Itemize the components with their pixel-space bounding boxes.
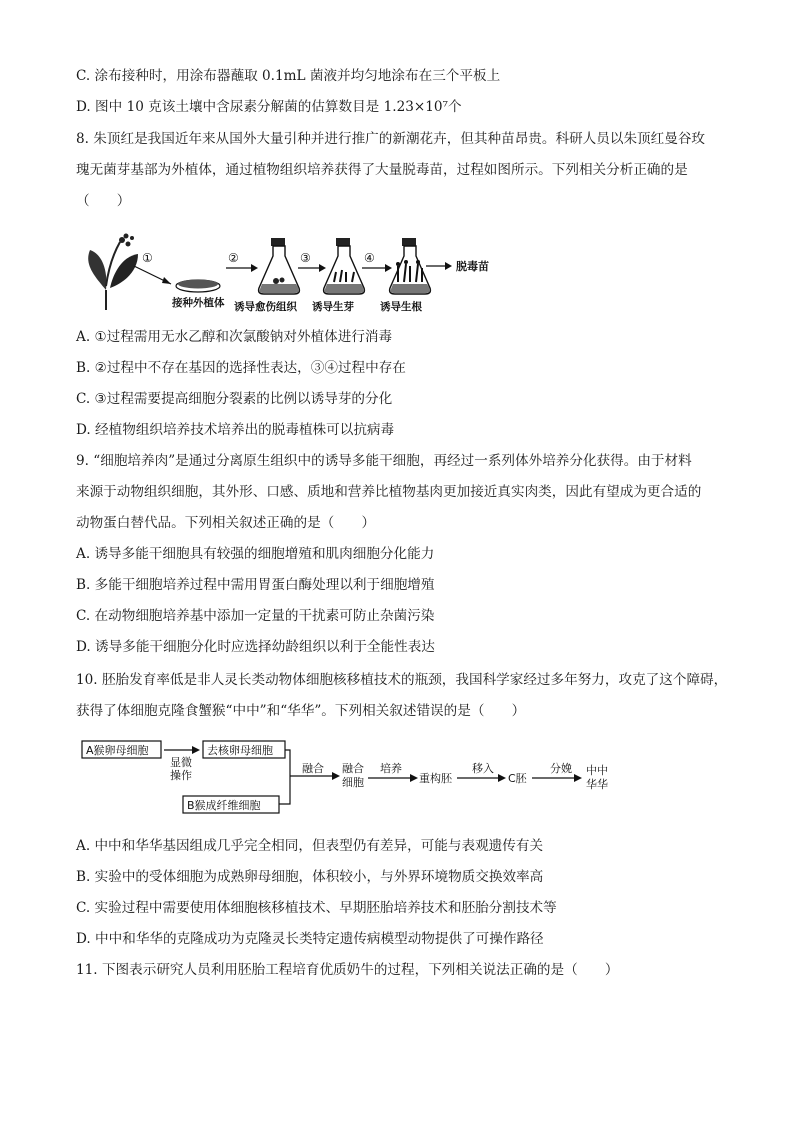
option-8c: C. ③过程需要提高细胞分裂素的比例以诱导芽的分化 bbox=[76, 391, 393, 407]
svg-text:④: ④ bbox=[364, 251, 375, 265]
svg-text:华华: 华华 bbox=[586, 778, 608, 791]
option-8b: B. ②过程中不存在基因的选择性表达，③④过程中存在 bbox=[76, 360, 406, 376]
option-8a: A. ①过程需用无水乙醇和次氯酸钠对外植体进行消毒 bbox=[76, 329, 393, 345]
svg-text:融合: 融合 bbox=[342, 762, 364, 775]
question-8-line-2: 瑰无菌芽基部为外植体，通过植物组织培养获得了大量脱毒苗，过程如图所示。下列相关分析正确的是 bbox=[76, 162, 688, 178]
svg-text:A猴卵母细胞: A猴卵母细胞 bbox=[86, 744, 149, 757]
svg-text:接种外植体: 接种外植体 bbox=[172, 297, 225, 309]
svg-text:①: ① bbox=[142, 251, 153, 265]
svg-text:B猴成纤维细胞: B猴成纤维细胞 bbox=[187, 799, 261, 812]
svg-text:去核卵母细胞: 去核卵母细胞 bbox=[207, 744, 273, 757]
shoot-flask-icon bbox=[324, 238, 365, 294]
svg-text:细胞: 细胞 bbox=[342, 776, 364, 789]
option-7c: C. 涂布接种时，用涂布器蘸取 0.1mL 菌液并均匀地涂布在三个平板上 bbox=[76, 68, 501, 84]
cloning-flow-figure bbox=[76, 734, 626, 826]
svg-text:分娩: 分娩 bbox=[550, 762, 572, 775]
option-10b: B. 实验中的受体细胞为成熟卵母细胞，体积较小，与外界环境物质交换效率高 bbox=[76, 869, 544, 885]
option-10c: C. 实验过程中需要使用体细胞核移植技术、早期胚胎培养技术和胚胎分割技术等 bbox=[76, 900, 557, 916]
svg-text:重构胚: 重构胚 bbox=[419, 772, 452, 785]
svg-text:培养: 培养 bbox=[380, 762, 402, 775]
option-7d: D. 图中 10 克该土壤中含尿素分解菌的估算数目是 1.23×10⁷个 bbox=[76, 99, 462, 115]
question-9-line-2: 来源于动物组织细胞，其外形、口感、质地和营养比植物基肉更加接近真实肉类，因此有望成为更合适的 bbox=[76, 484, 702, 500]
question-9-line-3: 动物蛋白替代品。下列相关叙述正确的是（ ） bbox=[76, 515, 376, 531]
option-9b: B. 多能干细胞培养过程中需用胃蛋白酶处理以利于细胞增殖 bbox=[76, 577, 435, 593]
svg-text:显微: 显微 bbox=[170, 756, 192, 769]
option-8d: D. 经植物组织培养技术培养出的脱毒植株可以抗病毒 bbox=[76, 422, 395, 438]
svg-text:融合: 融合 bbox=[302, 762, 324, 775]
svg-text:③: ③ bbox=[300, 251, 311, 265]
question-9-line-1: 9. “细胞培养肉”是通过分离原生组织中的诱导多能干细胞，再经过一系列体外培养分化获得。由于材料 bbox=[76, 453, 692, 469]
option-9c: C. 在动物细胞培养基中添加一定量的干扰素可防止杂菌污染 bbox=[76, 608, 435, 624]
tissue-culture-figure bbox=[76, 226, 506, 318]
culture-plate-icon bbox=[176, 280, 220, 293]
svg-text:诱导生芽: 诱导生芽 bbox=[312, 301, 354, 313]
question-10-line-2: 获得了体细胞克隆食蟹猴“中中”和“华华”。下列相关叙述错误的是（ ） bbox=[76, 703, 526, 719]
question-8-line-3: （ ） bbox=[76, 193, 131, 209]
option-10d: D. 中中和华华的克隆成功为克隆灵长类特定遗传病模型动物提供了可操作路径 bbox=[76, 931, 544, 947]
svg-text:移入: 移入 bbox=[472, 762, 494, 775]
svg-text:诱导愈伤组织: 诱导愈伤组织 bbox=[234, 301, 297, 313]
option-9d: D. 诱导多能干细胞分化时应选择幼龄组织以利于全能性表达 bbox=[76, 639, 435, 655]
option-9a: A. 诱导多能干细胞具有较强的细胞增殖和肌肉细胞分化能力 bbox=[76, 546, 435, 562]
question-8-line-1: 8. 朱顶红是我国近年来从国外大量引种并进行推广的新潮花卉，但其种苗昂贵。科研人员以朱顶红曼谷玫 bbox=[76, 131, 706, 147]
svg-text:脱毒苗: 脱毒苗 bbox=[456, 260, 489, 273]
svg-text:C胚: C胚 bbox=[508, 772, 527, 785]
svg-text:操作: 操作 bbox=[170, 769, 192, 782]
question-11-line-1: 11. 下图表示研究人员利用胚胎工程培育优质奶牛的过程，下列相关说法正确的是（ ） bbox=[76, 962, 619, 978]
svg-text:中中: 中中 bbox=[586, 764, 608, 777]
plant-icon bbox=[88, 234, 138, 311]
root-flask-icon bbox=[390, 238, 431, 294]
callus-flask-icon bbox=[259, 238, 300, 294]
svg-text:诱导生根: 诱导生根 bbox=[380, 301, 422, 313]
svg-text:②: ② bbox=[228, 251, 239, 265]
question-10-line-1: 10. 胚胎发育率低是非人灵长类动物体细胞核移植技术的瓶颈，我国科学家经过多年努力，攻克了这个障碍， bbox=[76, 672, 728, 688]
option-10a: A. 中中和华华基因组成几乎完全相同，但表型仍有差异，可能与表观遗传有关 bbox=[76, 838, 544, 854]
